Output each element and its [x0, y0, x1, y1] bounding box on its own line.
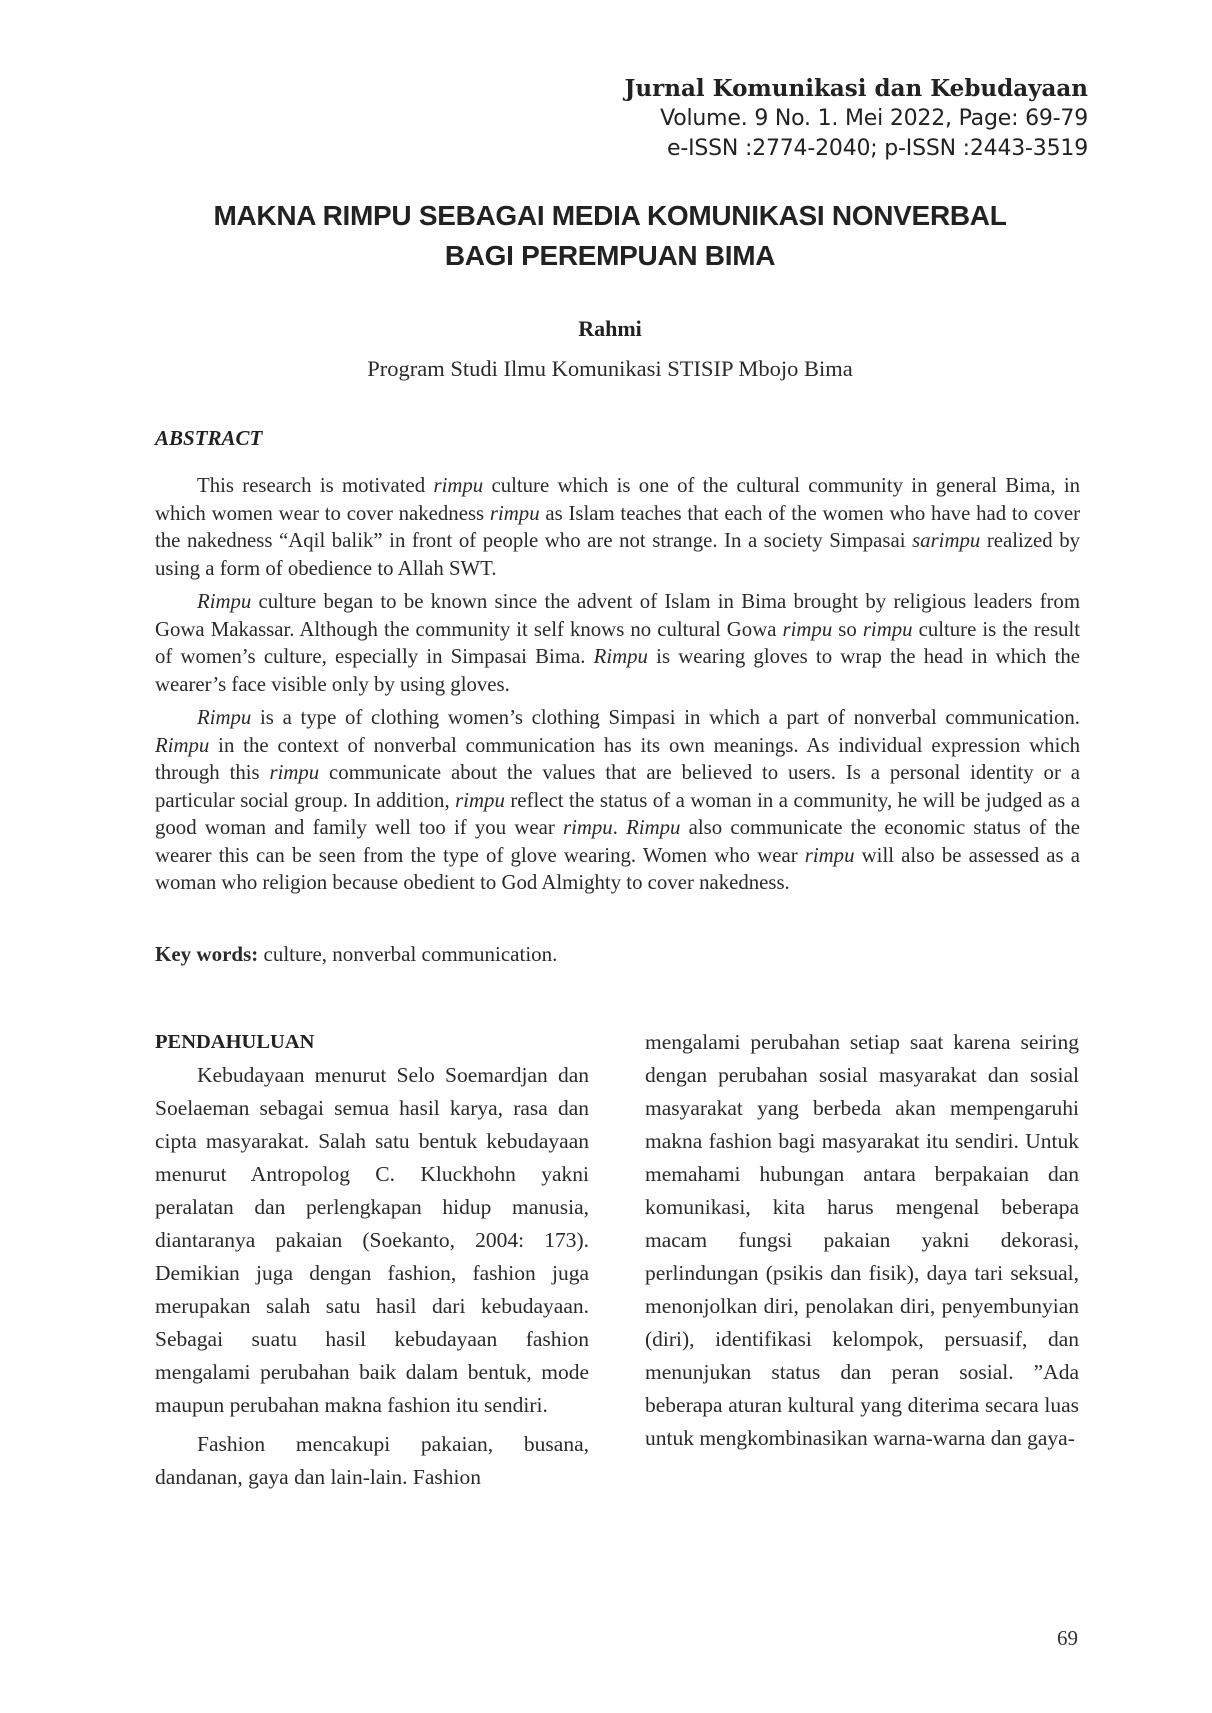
paper-title-line-1: MAKNA RIMPU SEBAGAI MEDIA KOMUNIKASI NONVERBAL — [213, 200, 1007, 231]
keywords — [155, 942, 557, 967]
journal-header — [625, 74, 1088, 164]
journal-name: Jurnal Komunikasi dan Kebudayaan — [624, 75, 1088, 102]
body-paragraph: Kebudayaan menurut Selo Soemardjan dan Soelaeman sebagai semua hasil karya, rasa dan cipta masyarakat. Salah satu bentuk kebudayaan menurut Antropolog C. Kluckhohn yakni peralatan dan perlengkapan hidup manusia, diantaranya pakaian (Soekanto, 2004: 173). Demikian juga dengan fashion, fashion juga merupakan salah satu hasil dari kebudayaan. Sebagai suatu hasil kebudayaan fashion mengalami perubahan baik dalam bentuk, mode maupun perubahan makna fashion itu sendiri. — [155, 1063, 589, 1417]
author-name: Rahmi — [578, 316, 642, 341]
paper-title-line-2: BAGI PEREMPUAN BIMA — [444, 240, 776, 271]
body-paragraph-continued: mengalami perubahan setiap saat karena seiring dengan perubahan sosial masyarakat dan sosial masyarakat yang berbeda akan mempengaruhi makna fashion bagi masyarakat itu sendiri. Untuk memahami hubungan antara berpakaian dan komunikasi, kita harus mengenal beberapa macam fungsi pakaian yakni dekorasi, perlindungan (psikis dan fisik), daya tari seksual, menonjolkan diri, penolakan diri, penyembunyian (diri), identifikasi kelompok, persuasif, dan menunjukan status dan peran sosial. ”Ada beberapa aturan kultural yang diterima secara luas untuk mengkombinasikan warna-warna dan gaya- — [645, 1030, 1079, 1450]
section-heading-pendahuluan: PENDAHULUAN — [155, 1031, 315, 1053]
body-column-right — [645, 1026, 1079, 1455]
body-column-left — [155, 1026, 589, 1494]
abstract-paragraph-3: Rimpu is a type of clothing women’s clothing Simpasi in which a part of nonverbal communication. Rimpu in the context of nonverbal communication has its own meanings. As individual expression which through this rimpu communicate about the values that are believed to users. Is a personal identity or a particular social group. In addition, rimpu reflect the status of a woman in a community, he will be judged as a good woman and family well too if you wear rimpu. Rimpu also communicate the economic status of the wearer this can be seen from the type of glove wearing. Women who wear rimpu will also be assessed as a woman who religion because obedient to God Almighty to cover nakedness. — [155, 706, 1081, 894]
abstract-paragraph-2: Rimpu culture began to be known since the advent of Islam in Bima brought by religious leaders from Gowa Makassar. Although the community it self knows no cultural Gowa rimpu so rimpu culture is the result of women’s culture, especially in Simpasai Bima. Rimpu is wearing gloves to wrap the head in which the wearer’s face visible only by using gloves. — [155, 590, 1080, 696]
keywords-value: culture, nonverbal communication. — [258, 942, 558, 966]
abstract-paragraph-1: This research is motivated rimpu culture which is one of the cultural community in general Bima, in which women wear to cover nakedness rimpu as Islam teaches that each of the women who have had to cover the nakedness “Aqil balik” in front of people who are not strange. In a society Simpasai sarimpu realized by using a form of obedience to Allah SWT. — [155, 474, 1081, 580]
journal-issn: e-ISSN :2774-2040; p-ISSN :2443-3519 — [667, 136, 1088, 161]
author-affiliation: Program Studi Ilmu Komunikasi STISIP Mbojo Bima — [367, 356, 853, 381]
abstract-heading: ABSTRACT — [155, 426, 263, 450]
abstract-body — [155, 472, 1080, 903]
keywords-label: Key words: — [155, 942, 259, 966]
page-number: 69 — [1057, 1626, 1078, 1650]
paper-title — [152, 196, 1068, 276]
journal-volume: Volume. 9 No. 1. Mei 2022, Page: 69-79 — [660, 106, 1088, 131]
body-paragraph: Fashion mencakupi pakaian, busana, dandanan, gaya dan lain-lain. Fashion — [155, 1432, 589, 1489]
